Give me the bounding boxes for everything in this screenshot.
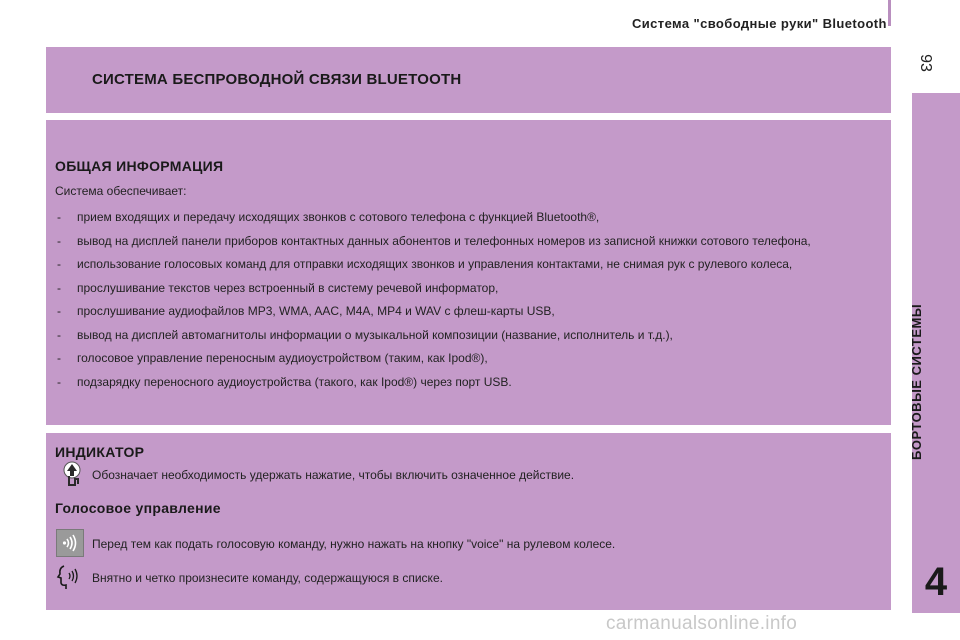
running-header-title: Система "свободные руки" Bluetooth <box>632 16 887 31</box>
site-watermark: carmanualsonline.info <box>606 613 798 634</box>
general-info-intro: Система обеспечивает: <box>55 184 187 198</box>
speaking-head-icon <box>56 563 84 591</box>
voice-button-description: Перед тем как подать голосовую команду, нужно нажать на кнопку "voice" на рулевом колесе. <box>92 537 616 551</box>
feature-list <box>55 208 875 396</box>
list-item: - прослушивание аудиофайлов MP3, WMA, AAC, M4A, MP4 и WAV с флеш-карты USB, <box>57 304 555 318</box>
list-item: - вывод на дисплей панели приборов контактных данных абонентов и телефонных номеров из записной книжки сотового телефона, <box>57 233 811 248</box>
general-info-panel <box>46 120 891 425</box>
page-number: 93 <box>917 54 934 72</box>
title-panel <box>46 47 891 113</box>
voice-control-heading: Голосовое управление <box>55 500 221 516</box>
list-item: - голосовое управление переносным аудиоустройством (таким, как Ipod®), <box>57 351 488 365</box>
list-item: - прием входящих и передачу исходящих звонков с сотового телефона с функцией Bluetooth®, <box>57 210 600 224</box>
list-item: - использование голосовых команд для отправки исходящих звонков и управления контактами, не снимая рук с рулевого колеса, <box>57 257 793 271</box>
general-info-heading: ОБЩАЯ ИНФОРМАЦИЯ <box>55 158 224 174</box>
list-item: - вывод на дисплей автомагнитолы информации о музыкальной композиции (название, исполнитель и т.д.), <box>57 327 673 342</box>
chapter-tab-label: БОРТОВЫЕ СИСТЕМЫ <box>909 303 924 460</box>
speak-command-description: Внятно и четко произнесите команду, содержащуюся в списке. <box>92 571 443 585</box>
page-title: СИСТЕМА БЕСПРОВОДНОЙ СВЯЗИ BLUETOOTH <box>92 71 462 88</box>
indicator-panel <box>46 433 891 610</box>
header-divider <box>888 0 891 26</box>
press-hold-description: Обозначает необходимость удержать нажатие, чтобы включить означенное действие. <box>92 468 575 482</box>
voice-button-icon <box>56 529 84 557</box>
indicator-heading: ИНДИКАТОР <box>55 444 145 460</box>
press-hold-icon <box>58 460 86 488</box>
list-item: - подзарядку переносного аудиоустройства (такого, как Ipod®) через порт USB. <box>57 374 512 389</box>
list-item: - прослушивание текстов через встроенный в систему речевой информатор, <box>57 280 499 295</box>
chapter-number: 4 <box>924 560 948 604</box>
